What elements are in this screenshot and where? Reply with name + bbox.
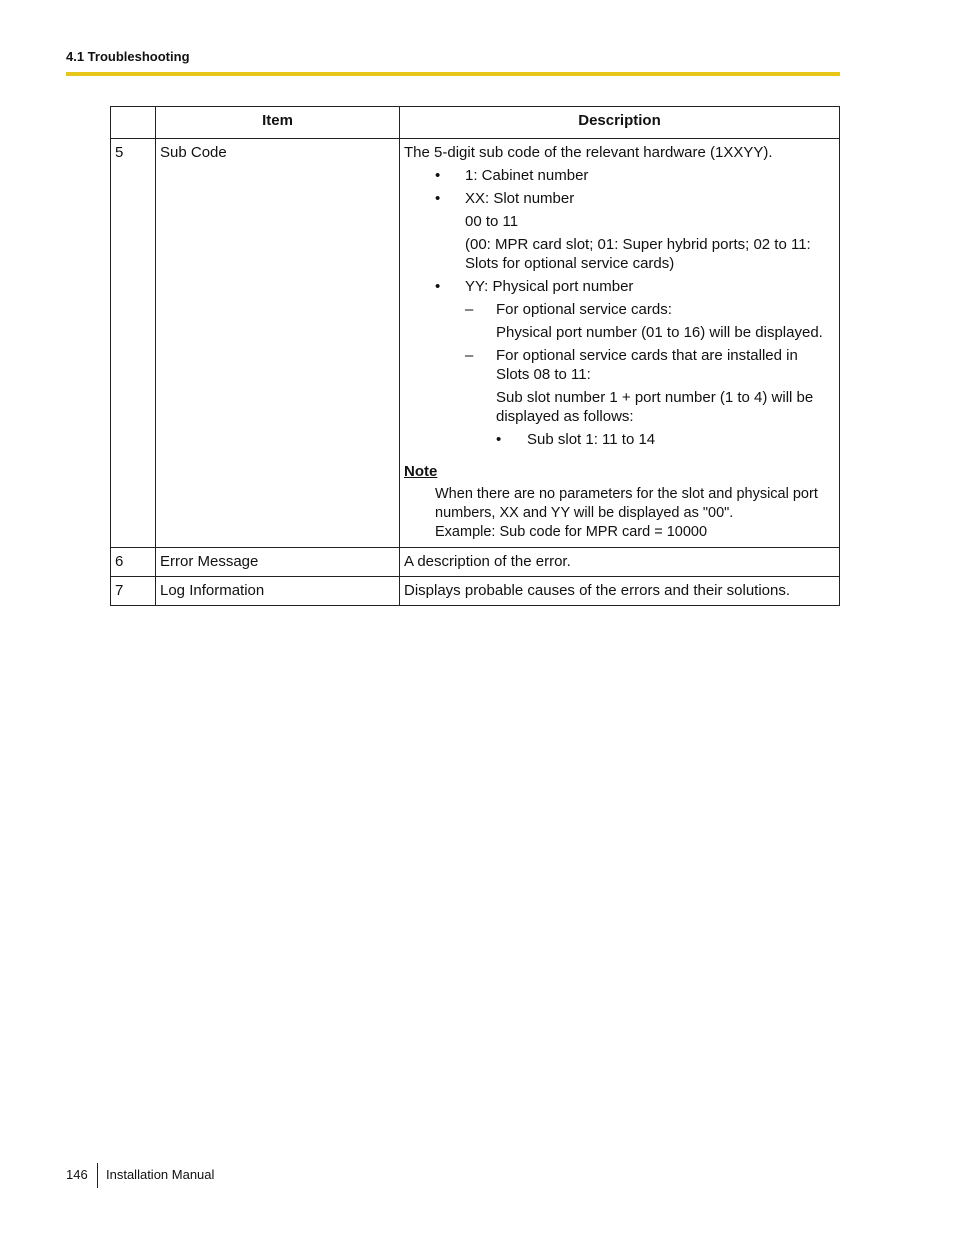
row-number: 7 (111, 577, 156, 606)
sub-list-item (404, 346, 835, 384)
list-item (404, 166, 835, 185)
sub-sub-list-item (404, 430, 835, 449)
sub-sub-list-item-text: Sub slot 1: 11 to 14 (527, 431, 656, 448)
note-title: Note (404, 463, 438, 480)
note-body (404, 485, 835, 542)
bullet-icon: • (496, 431, 502, 448)
slot-range: 00 to 11 (465, 213, 519, 230)
manual-title: Installation Manual (106, 1167, 215, 1182)
list-item (404, 277, 835, 296)
row-number: 6 (111, 548, 156, 577)
row-item: Error Message (156, 548, 400, 577)
row-number: 5 (111, 139, 156, 548)
sub-list-item-text: For optional service cards: (496, 301, 672, 318)
bullet-icon: • (435, 167, 441, 184)
sub-list-item (404, 300, 835, 319)
troubleshooting-table (110, 106, 840, 606)
dash-icon: – (465, 347, 474, 364)
page-number: 146 (66, 1167, 88, 1182)
table-row (111, 548, 840, 577)
table-row (111, 577, 840, 606)
list-item-text: 1: Cabinet number (465, 167, 589, 184)
bullet-icon: • (435, 278, 441, 295)
note-example: Example: Sub code for MPR card = 10000 (435, 524, 708, 540)
table-row (111, 139, 840, 548)
bullet-icon: • (435, 190, 441, 207)
dash-icon: – (465, 301, 474, 318)
column-header-item: Item (156, 107, 400, 139)
list-item-text: XX: Slot number (465, 190, 575, 207)
header-rule (66, 72, 840, 76)
column-header-number (111, 107, 156, 139)
slot-detail: (00: MPR card slot; 01: Super hybrid ports; 02 to 11: Slots for optional service cards) (465, 236, 811, 272)
row-description: A description of the error. (400, 548, 840, 577)
table-header-row (111, 107, 840, 139)
list-item (404, 189, 835, 208)
note-text: When there are no parameters for the slot and physical port numbers, XX and YY will be displayed as "00". (435, 486, 818, 521)
row-description: Displays probable causes of the errors and their solutions. (400, 577, 840, 606)
optional-detail: Physical port number (01 to 16) will be displayed. (496, 324, 823, 341)
sub-list-item-text: For optional service cards that are installed in Slots 08 to 11: (496, 347, 798, 383)
row-description (400, 139, 840, 548)
section-header: 4.1 Troubleshooting (66, 49, 190, 64)
footer-divider (97, 1163, 98, 1188)
column-header-description: Description (400, 107, 840, 139)
slots-detail: Sub slot number 1 + port number (1 to 4) will be displayed as follows: (496, 389, 814, 425)
list-item-text: YY: Physical port number (465, 278, 634, 295)
row-item: Log Information (156, 577, 400, 606)
row-item: Sub Code (156, 139, 400, 548)
sub-code-intro: The 5-digit sub code of the relevant hardware (1XXYY). (404, 144, 773, 161)
